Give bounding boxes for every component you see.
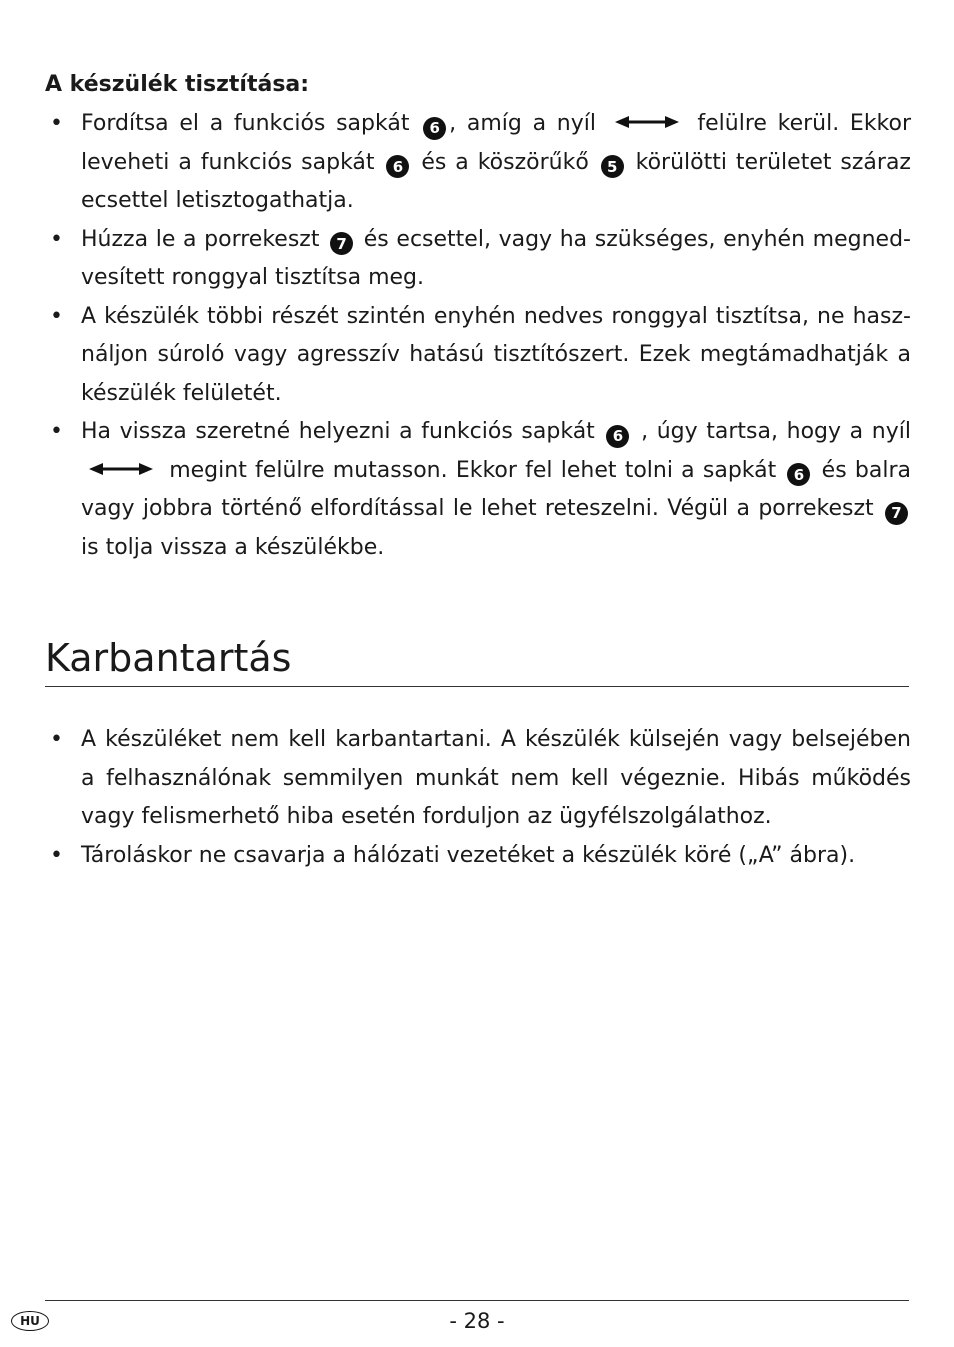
footer-divider [45, 1300, 909, 1301]
bullet-icon: • [50, 842, 63, 868]
list-item [45, 298, 911, 414]
bullet-icon: • [50, 419, 63, 444]
list-item [45, 105, 911, 221]
text-segment: , úgy tartsa, hogy a nyíl [641, 419, 911, 444]
part-number-badge: 6 [787, 463, 810, 486]
text-segment: A készüléket nem kell karbantartani. A készülék külsején vagy belsejében a felhasználónak semmilyen munkát nem kell végeznie. Hibás működés vagy felismerhető hiba esetén forduljon az ügyfélszolgálathoz. [81, 727, 911, 829]
part-number-badge: 7 [330, 232, 353, 255]
language-badge: HU [11, 1311, 49, 1331]
text-segment: körülötti területet száraz ecsettel letisztogathatja. [81, 149, 911, 213]
text-segment: és ecsettel, vagy ha szükséges, enyhén megnedvesített ronggyal tisztítsa meg. [81, 226, 911, 290]
list-item [45, 837, 911, 876]
text-segment: Tároláskor ne csavarja a hálózati vezetéket a készülék köré („A” ábra). [81, 842, 856, 868]
cleaning-heading: A készülék tisztítása: [45, 72, 310, 97]
list-item [45, 413, 911, 567]
bullet-icon: • [50, 303, 63, 329]
list-item [45, 221, 911, 298]
text-segment: Ha vissza szeretné helyezni a funkciós sapkát [81, 419, 595, 444]
text-segment: , amíg a nyíl [449, 111, 596, 136]
text-segment: és balra vagy jobbra történő elfordítással le lehet reteszelni. Végül a porrekeszt [81, 457, 911, 521]
part-number-badge: 7 [885, 502, 908, 525]
text-segment: is tolja vissza a készülékbe. [81, 534, 385, 560]
bullet-icon: • [50, 226, 63, 252]
double-arrow-icon [615, 115, 679, 129]
bullet-icon: • [50, 727, 63, 752]
section-title: Karbantartás [45, 636, 292, 680]
double-arrow-icon [89, 462, 153, 476]
list-item [45, 721, 911, 837]
page-number: - 28 - [449, 1309, 505, 1333]
text-segment: Húzza le a porrekeszt [81, 226, 320, 252]
part-number-badge: 6 [386, 155, 409, 178]
cleaning-list [45, 105, 911, 567]
text-segment: Fordítsa el a funkciós sapkát [81, 111, 410, 136]
maintenance-list [45, 721, 911, 875]
text-segment: felülre kerül. Ekkor leveheti a funkciós sapkát [81, 111, 912, 175]
bullet-icon: • [50, 111, 63, 136]
part-number-badge: 6 [423, 117, 446, 140]
text-segment: A készülék többi részét szintén enyhén nedves ronggyal tisztítsa, ne használjon súroló vagy agresszív hatású tisztítószert. Ezek megtámadhatják a készülék felületét. [81, 303, 911, 406]
part-number-badge: 5 [601, 155, 624, 178]
section-divider [45, 686, 909, 687]
text-segment: és a köszörűkő [412, 149, 589, 175]
text-segment: megint felülre mutasson. Ekkor fel lehet tolni a sapkát [169, 457, 777, 483]
part-number-badge: 6 [606, 425, 629, 448]
